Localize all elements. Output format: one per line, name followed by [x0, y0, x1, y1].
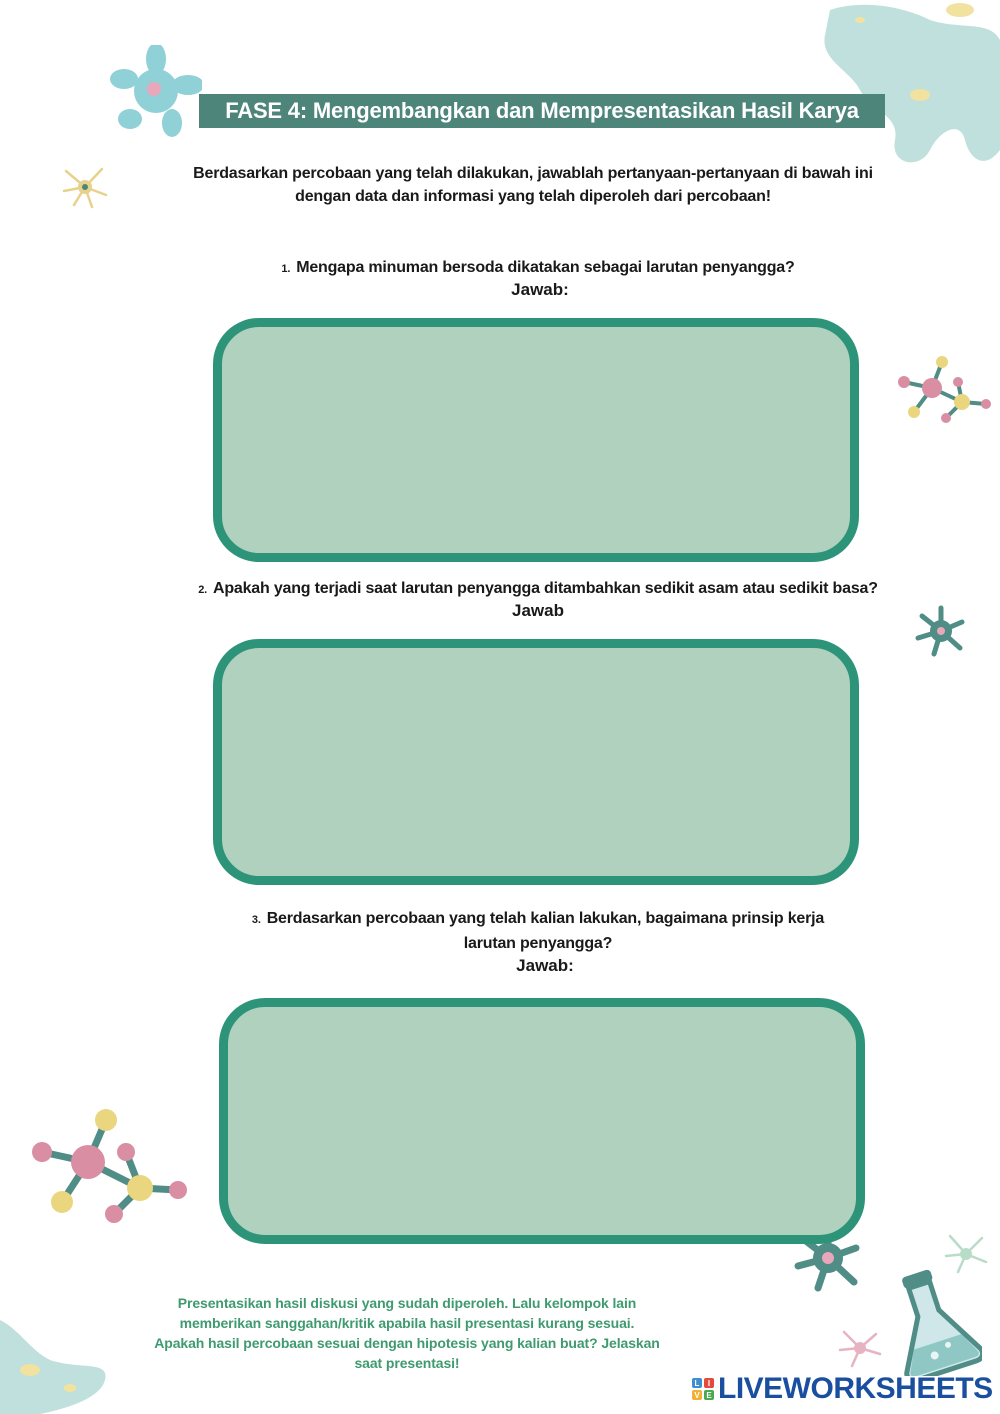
answer-box-3[interactable] [219, 998, 865, 1244]
question-text: Mengapa minuman bersoda dikatakan sebagai larutan penyangga? [296, 259, 795, 276]
question-number: 1. [281, 263, 291, 275]
question-1 [180, 256, 896, 281]
answer-box-2[interactable] [213, 639, 859, 885]
note-line: Apakah hasil percobaan sesuai dengan hipotesis yang kalian buat? Jelaskan [154, 1335, 660, 1351]
logo-mark-letter: V [692, 1390, 702, 1400]
note-line: Presentasikan hasil diskusi yang sudah diperoleh. Lalu kelompok lain [177, 1295, 637, 1311]
answer-label: Jawab: [516, 956, 574, 975]
page-title: FASE 4: Mengembangkan dan Mempresentasikan Hasil Karya [199, 94, 885, 128]
answer-box-1[interactable] [213, 318, 859, 562]
liveworksheets-logo[interactable] [692, 1372, 993, 1406]
question-number: 3. [251, 914, 261, 926]
logo-mark-letter: I [704, 1378, 714, 1388]
molecule-icon [28, 1106, 192, 1224]
question-text: Apakah yang terjadi saat larutan penyangga ditambahkan sedikit asam atau sedikit basa? [212, 580, 878, 597]
brand-name: LIVEWORKSHEETS [718, 1372, 993, 1405]
note-line: memberikan sanggahan/kritik apabila hasil presentasi kurang sesuai. [179, 1315, 635, 1331]
neuron-icon [838, 1328, 882, 1368]
paint-splash-icon [0, 1300, 120, 1414]
logo-mark-letter: L [692, 1378, 702, 1388]
logo-mark-icon [692, 1378, 714, 1400]
question-2 [150, 577, 926, 602]
question-3 [180, 907, 896, 955]
question-number: 2. [198, 584, 207, 596]
note-line: saat presentasi! [354, 1355, 460, 1371]
answer-label: Jawab: [511, 280, 569, 299]
presentation-note [140, 1293, 674, 1373]
logo-mark-letter: E [704, 1390, 714, 1400]
molecule-icon [894, 352, 996, 432]
bacteria-icon [110, 45, 202, 137]
neuron-icon [62, 165, 108, 209]
answer-label: Jawab [512, 601, 564, 620]
question-text: larutan penyangga? [463, 935, 613, 952]
intro-instruction: Berdasarkan percobaan yang telah dilakukan, jawablah pertanyaan-pertanyaan di bawah ini dengan data dan informasi yang telah diperoleh dari percobaan! [193, 165, 873, 205]
question-text: Berdasarkan percobaan yang telah kalian lakukan, bagaimana prinsip kerja [266, 910, 825, 927]
virus-icon [914, 604, 968, 658]
flask-icon [886, 1266, 982, 1376]
